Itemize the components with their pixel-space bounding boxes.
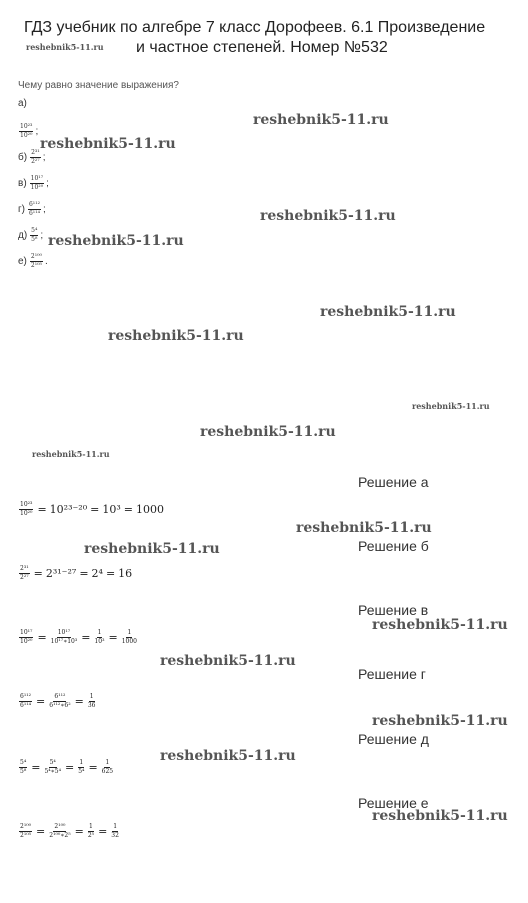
- watermark: reshebnik5-11.ru: [412, 401, 490, 411]
- title-line-1: ГДЗ учебник по алгебре 7 класс Дорофеев. 6.1 Произведение: [24, 19, 486, 36]
- solution-equation-g: $\frac{\text{6¹¹²}}{\text{6¹¹⁴}}$ = $\frac{\text{6¹¹²}}{\text{6¹¹²∗6²}}$ = $\frac{1}{36}$: [20, 693, 96, 709]
- page-title: [24, 18, 520, 58]
- task-label: б): [18, 152, 28, 163]
- solution-equation-e: $\frac{\text{2¹⁰⁰}}{\text{2¹⁰⁵}}$ = $\frac{\text{2¹⁰⁰}}{\text{2¹⁰⁰∗2⁵}}$ = $\frac{1}{\text{2⁵}}$ = $\frac{1}{32}$: [20, 823, 119, 839]
- watermark: reshebnik5-11.ru: [200, 424, 336, 440]
- question-text: Чему равно значение выражения?: [18, 80, 179, 91]
- fraction: $\frac{\text{6¹¹²}}{\text{6¹¹⁴}}$: [28, 201, 41, 217]
- watermark: reshebnik5-11.ru: [372, 713, 508, 729]
- solution-heading-g: Решение г: [358, 666, 426, 682]
- fraction: $\frac{1}{\text{10³}}$: [94, 629, 105, 645]
- watermark: reshebnik5-11.ru: [84, 541, 220, 557]
- fraction: $\frac{\text{2¹⁰⁰}}{\text{2¹⁰⁵}}$: [20, 823, 32, 839]
- task-label: д): [18, 230, 28, 241]
- task-item-b: б) $\frac{\text{2³¹}}{\text{2²⁷}}$ ;: [18, 149, 46, 165]
- watermark: reshebnik5-11.ru: [296, 520, 432, 536]
- watermark: reshebnik5-11.ru: [26, 42, 104, 52]
- fraction: $\frac{1}{36}$: [87, 693, 96, 709]
- watermark: reshebnik5-11.ru: [160, 748, 296, 764]
- fraction: $\frac{\text{10¹⁷}}{\text{10¹⁷∗10³}}$: [50, 629, 78, 645]
- fraction: $\frac{1}{32}$: [111, 823, 119, 839]
- fraction: $\frac{\text{5⁴}}{\text{5⁴∗5⁴}}$: [44, 759, 61, 775]
- fraction: $\frac{\text{10¹⁷}}{\text{10²⁰}}$: [20, 629, 33, 645]
- watermark: reshebnik5-11.ru: [108, 328, 244, 344]
- fraction: $\frac{\text{10²³}}{\text{10²⁰}}$: [20, 501, 33, 517]
- watermark: reshebnik5-11.ru: [372, 617, 508, 633]
- watermark: reshebnik5-11.ru: [160, 653, 296, 669]
- solution-equation-v: $\frac{\text{10¹⁷}}{\text{10²⁰}}$ = $\frac{\text{10¹⁷}}{\text{10¹⁷∗10³}}$ = $\frac{1}{\text{10³}}$ = $\frac{1}{1000}$: [20, 629, 138, 645]
- task-item-a-expr: $\frac{\text{10²³}}{\text{10²⁰}}$ ;: [20, 123, 39, 139]
- fraction: $\frac{\text{2³¹}}{\text{2²⁷}}$: [31, 149, 40, 165]
- task-label: е): [18, 256, 27, 267]
- task-item-g: г) $\frac{\text{6¹¹²}}{\text{6¹¹⁴}}$ ;: [18, 201, 46, 217]
- fraction: $\frac{\text{10²³}}{\text{10²⁰}}$: [20, 123, 33, 139]
- watermark: reshebnik5-11.ru: [260, 208, 396, 224]
- solution-heading-d: Решение д: [358, 731, 429, 747]
- fraction: $\frac{\text{6¹¹²}}{\text{6¹¹²∗6²}}$: [49, 693, 71, 709]
- watermark: reshebnik5-11.ru: [40, 136, 176, 152]
- solution-heading-a: Решение а: [358, 474, 429, 490]
- solution-equation-a: $\frac{\text{10²³}}{\text{10²⁰}}$ = 10²³⁻²⁰ = 10³ = 1000: [20, 501, 164, 517]
- solution-heading-b: Решение б: [358, 538, 429, 554]
- watermark: reshebnik5-11.ru: [320, 304, 456, 320]
- task-item-v: в) $\frac{\text{10¹⁷}}{\text{10²⁰}}$ ;: [18, 175, 49, 191]
- solution-equation-d: $\frac{\text{5⁴}}{\text{5⁸}}$ = $\frac{\text{5⁴}}{\text{5⁴∗5⁴}}$ = $\frac{1}{\text{5⁴}}$ = $\frac{1}{625}$: [20, 759, 114, 775]
- task-item-e: е) $\frac{\text{2¹⁰⁰}}{\text{2¹⁰⁵}}$ .: [18, 253, 48, 269]
- watermark: reshebnik5-11.ru: [32, 449, 110, 459]
- watermark: reshebnik5-11.ru: [253, 112, 389, 128]
- fraction: $\frac{\text{6¹¹²}}{\text{6¹¹⁴}}$: [20, 693, 32, 709]
- task-item-d: д) $\frac{\text{5⁴}}{\text{5⁸}}$ ;: [18, 227, 44, 243]
- fraction: $\frac{\text{5⁴}}{\text{5⁸}}$: [20, 759, 27, 775]
- watermark: reshebnik5-11.ru: [48, 233, 184, 249]
- task-label: в): [18, 178, 27, 189]
- solution-equation-b: $\frac{\text{2³¹}}{\text{2²⁷}}$ = 2³¹⁻²⁷ = 2⁴ = 16: [20, 565, 133, 581]
- title-line-2: и частное степеней. Номер №532: [136, 39, 388, 56]
- fraction: $\frac{\text{2¹⁰⁰}}{\text{2¹⁰⁵}}$: [30, 253, 42, 269]
- task-label: г): [18, 204, 25, 215]
- fraction: $\frac{1}{\text{2⁵}}$: [87, 823, 95, 839]
- solution-heading-e: Решение е: [358, 795, 429, 811]
- solution-heading-v: Решение в: [358, 602, 429, 618]
- fraction: $\frac{1}{1000}$: [121, 629, 138, 645]
- fraction: $\frac{\text{10¹⁷}}{\text{10²⁰}}$: [30, 175, 44, 191]
- task-item-a: [18, 98, 29, 109]
- watermark: reshebnik5-11.ru: [372, 808, 508, 824]
- fraction: $\frac{\text{2³¹}}{\text{2²⁷}}$: [20, 565, 29, 581]
- fraction: $\frac{1}{\text{5⁴}}$: [78, 759, 85, 775]
- fraction: $\frac{\text{2¹⁰⁰}}{\text{2¹⁰⁰∗2⁵}}$: [49, 823, 71, 839]
- task-label: а): [18, 98, 27, 109]
- fraction: $\frac{\text{5⁴}}{\text{5⁸}}$: [31, 227, 38, 243]
- fraction: $\frac{1}{625}$: [101, 759, 114, 775]
